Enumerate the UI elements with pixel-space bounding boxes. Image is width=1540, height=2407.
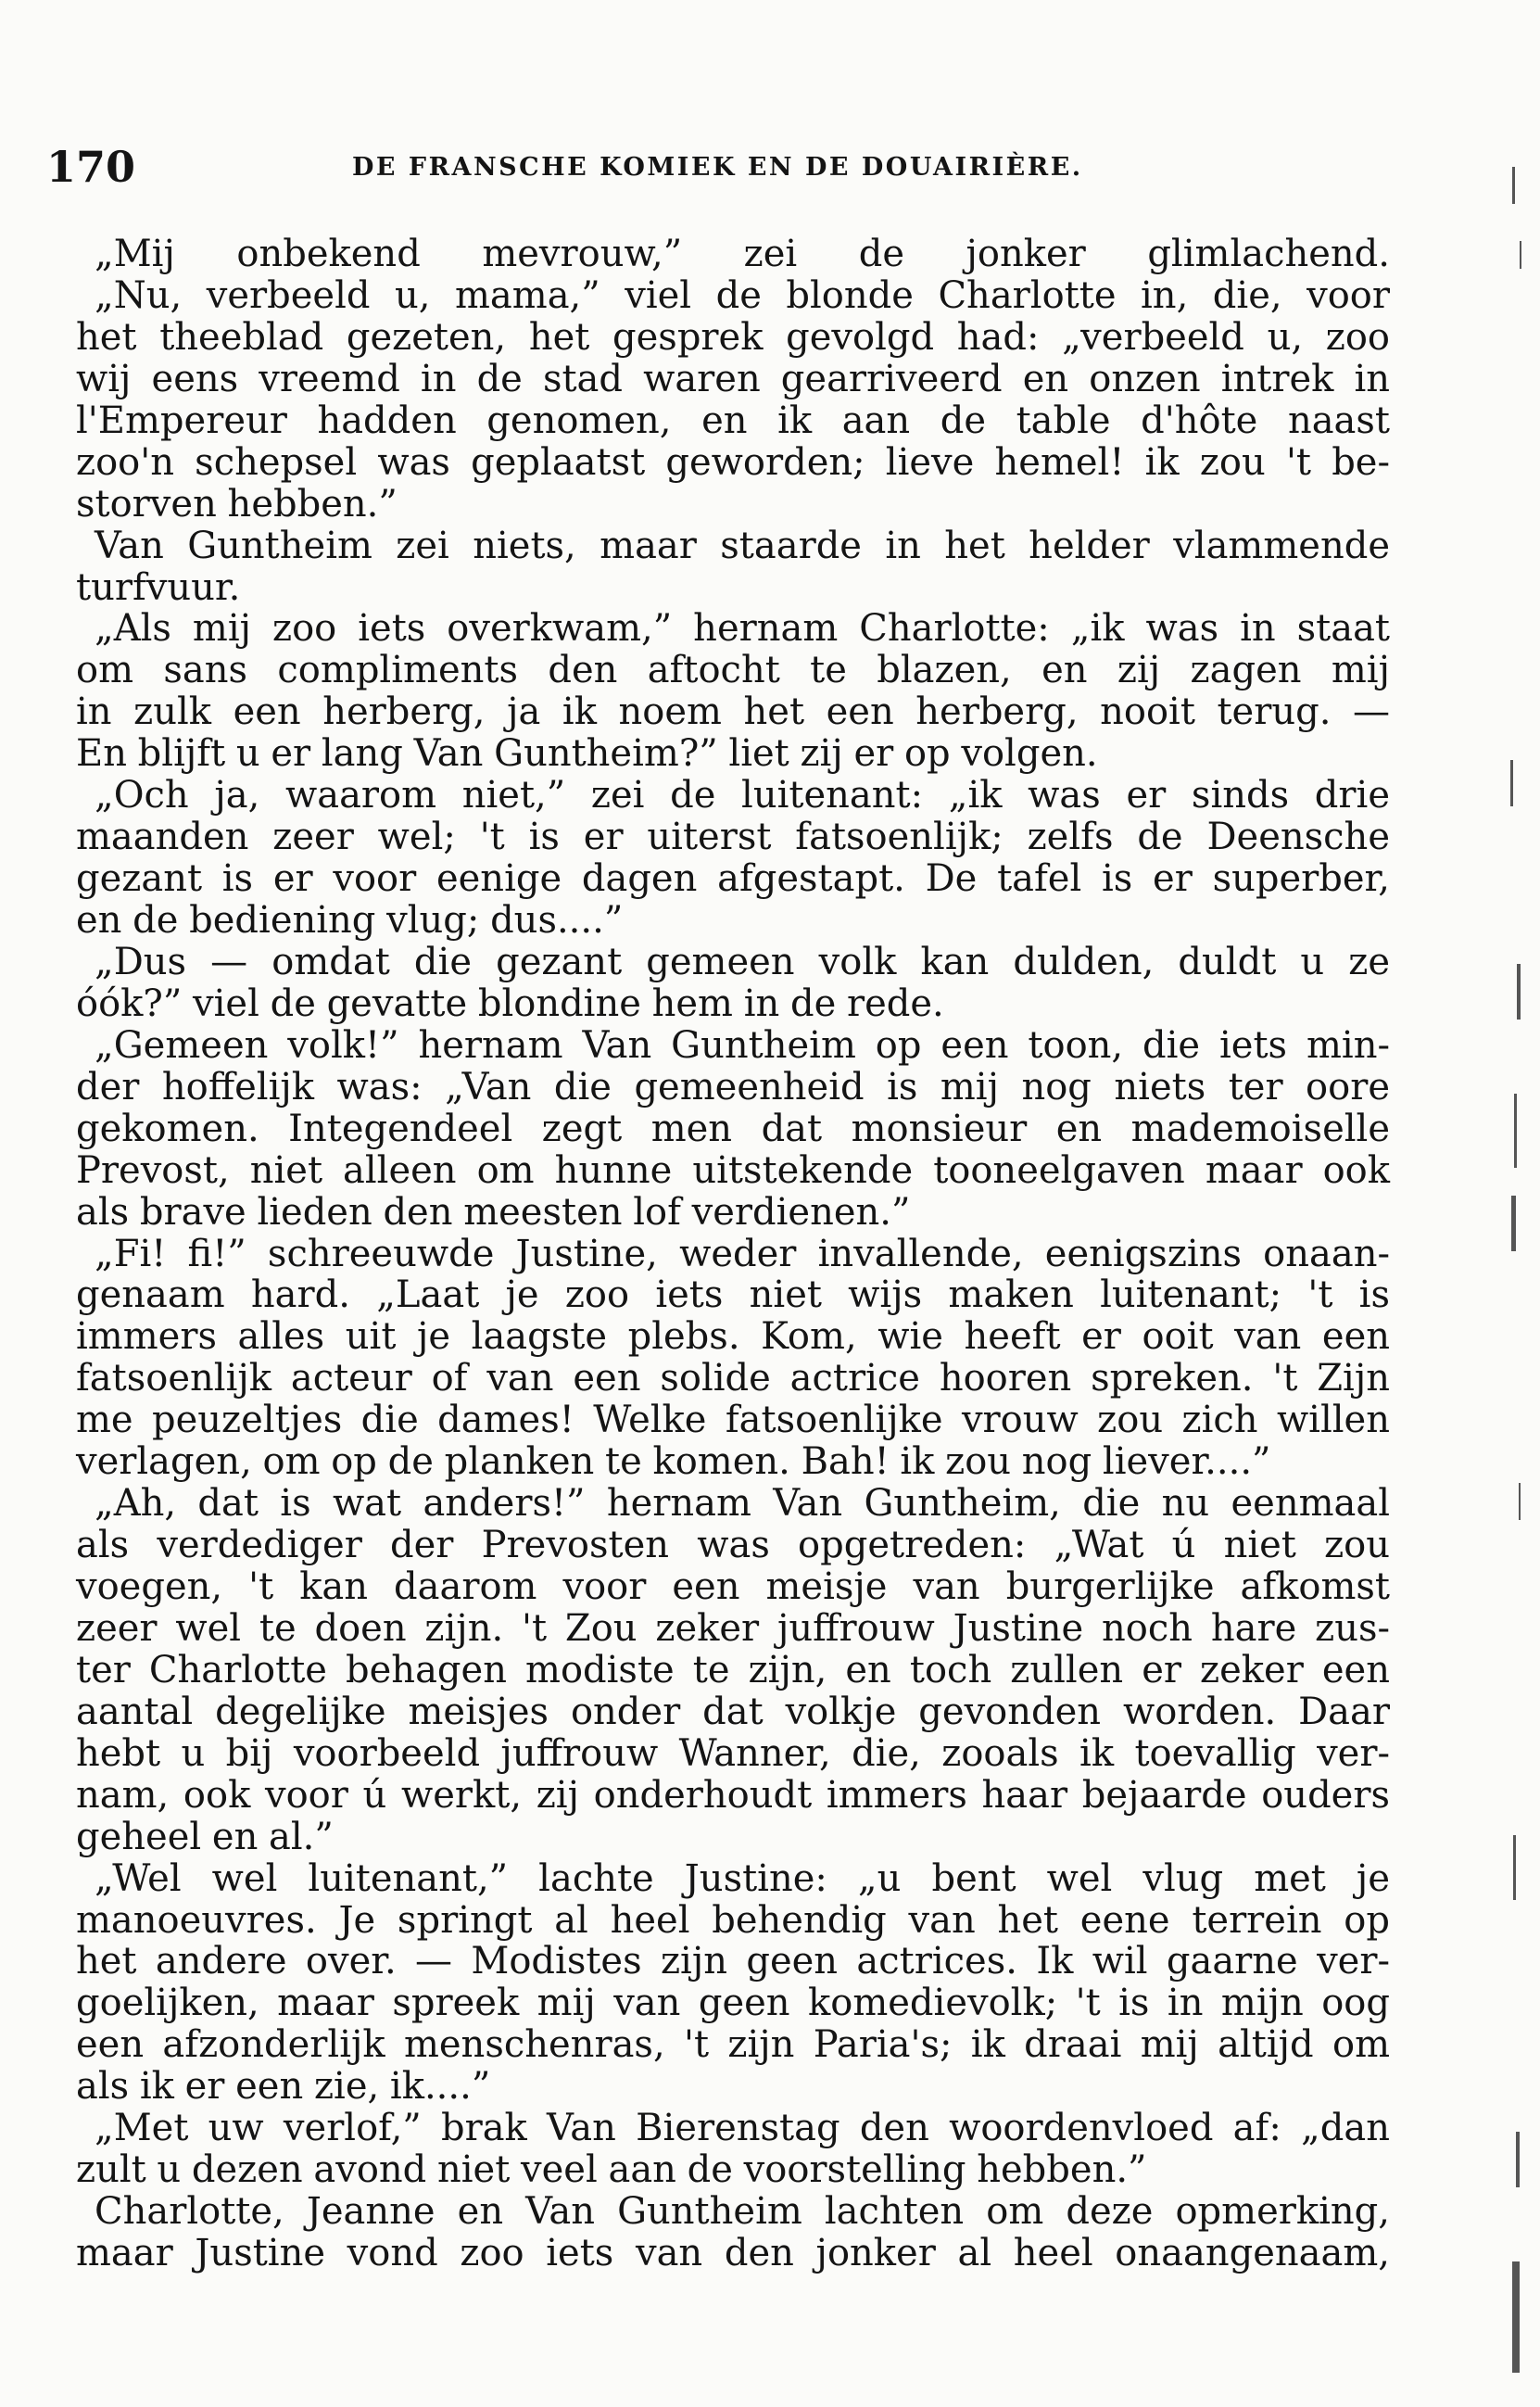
text-line: aantal degelijke meisjes onder dat volkje gevonden worden. Daar: [76, 1690, 1390, 1733]
text-line: „Met uw verlof,” brak Van Bierenstag den woordenvloed af: „dan: [95, 2107, 1390, 2150]
text-line: manoeuvres. Je springt al heel behendig van het eene terrein op: [76, 1898, 1390, 1942]
text-line: „Dus — omdat die gezant gemeen volk kan dulden, duldt u ze: [95, 940, 1390, 983]
text-line: „Als mij zoo iets overkwam,” hernam Charlotte: „ik was in staat: [95, 607, 1390, 651]
page-header: [46, 139, 1408, 195]
text-line: l'Empereur hadden genomen, en ik aan de table d'hôte naast: [76, 399, 1390, 442]
text-line: der hoffelijk was: „Van die gemeenheid is mij nog niets ter oore: [76, 1065, 1390, 1108]
text-line: hebt u bij voorbeeld juffrouw Wanner, die, zooals ik toevallig ver-: [76, 1731, 1390, 1775]
text-line: het theeblad gezeten, het gesprek gevolgd had: „verbeeld u, zoo: [76, 315, 1390, 359]
text-line: en de bediening vlug; dus....”: [76, 899, 624, 942]
text-line: „Och ja, waarom niet,” zei de luitenant: „ik was er sinds drie: [95, 774, 1390, 817]
text-line: „Wel wel luitenant,” lachte Justine: „u bent wel vlug met je: [95, 1856, 1390, 1900]
text-line: immers alles uit je laagste plebs. Kom, wie heeft er ooit van een: [76, 1315, 1390, 1359]
text-line: genaam hard. „Laat je zoo iets niet wijs maken luitenant; 't is: [76, 1273, 1390, 1317]
text-line: verlagen, om op de planken te komen. Bah! ik zou nog liever....”: [76, 1440, 1271, 1484]
text-line: „Fi! fi!” schreeuwde Justine, weder invallende, eenigszins onaan-: [95, 1232, 1390, 1275]
text-line: als ik er een zie, ik....”: [76, 2065, 491, 2109]
page-number: 170: [46, 142, 136, 192]
text-line: het andere over. — Modistes zijn geen actrices. Ik wil gaarne ver-: [76, 1940, 1390, 1983]
text-line: zeer wel te doen zijn. 't Zou zeker juffrouw Justine noch hare zus-: [76, 1606, 1390, 1650]
text-line: als brave lieden den meesten lof verdienen.”: [76, 1190, 911, 1234]
body-text: [76, 234, 1390, 2274]
scan-margin-noise: [1494, 0, 1540, 2407]
text-line: „Mij onbekend mevrouw,” zei de jonker glimlachend.: [95, 233, 1390, 275]
text-line: zult u dezen avond niet veel aan de voorstelling hebben.”: [76, 2148, 1147, 2192]
text-line: Prevost, niet alleen om hunne uitstekende tooneelgaven maar ook: [76, 1148, 1390, 1192]
text-line: „Nu, verbeeld u, mama,” viel de blonde Charlotte in, die, voor: [95, 273, 1390, 317]
text-line: geheel en al.”: [76, 1815, 334, 1858]
text-line: óók?” viel de gevatte blondine hem in de rede.: [76, 982, 944, 1025]
text-line: om sans compliments den aftocht te blazen, en zij zagen mij: [76, 649, 1390, 692]
text-line: wij eens vreemd in de stad waren gearriveerd en onzen intrek in: [76, 357, 1390, 400]
text-line: gekomen. Integendeel zegt men dat monsieur en mademoiselle: [76, 1107, 1390, 1150]
text-line: turfvuur.: [76, 565, 241, 609]
text-line: maanden zeer wel; 't is er uiterst fatsoenlijk; zelfs de Deensche: [76, 816, 1390, 859]
text-line: fatsoenlijk acteur of van een solide actrice hooren spreken. 't Zijn: [76, 1357, 1390, 1400]
text-line: in zulk een herberg, ja ik noem het een herberg, nooit terug. —: [76, 690, 1390, 734]
text-line: Charlotte, Jeanne en Van Guntheim lachten om deze opmerking,: [95, 2190, 1390, 2234]
text-line: een afzonderlijk menschenras, 't zijn Paria's; ik draai mij altijd om: [76, 2023, 1390, 2067]
text-line: zoo'n schepsel was geplaatst geworden; lieve hemel! ik zou 't be-: [76, 440, 1390, 484]
running-title: DE FRANSCHE KOMIEK EN DE DOUAIRIÈRE.: [352, 153, 1083, 182]
text-line: En blijft u er lang Van Guntheim?” liet zij er op volgen.: [76, 732, 1098, 776]
text-line: Van Guntheim zei niets, maar staarde in het helder vlammende: [95, 524, 1390, 567]
text-line: gezant is er voor eenige dagen afgestapt. De tafel is er superber,: [76, 857, 1390, 901]
text-line: nam, ook voor ú werkt, zij onderhoudt immers haar bejaarde ouders: [76, 1773, 1390, 1817]
text-line: storven hebben.”: [76, 482, 398, 526]
text-line: ter Charlotte behagen modiste te zijn, en toch zullen er zeker een: [76, 1648, 1390, 1691]
text-line: goelijken, maar spreek mij van geen komedievolk; 't is in mijn oog: [76, 1982, 1390, 2025]
text-line: voegen, 't kan daarom voor een meisje van burgerlijke afkomst: [76, 1565, 1390, 1608]
text-line: maar Justine vond zoo iets van den jonker al heel onaangenaam,: [76, 2232, 1390, 2274]
text-line: als verdediger der Prevosten was opgetreden: „Wat ú niet zou: [76, 1524, 1390, 1567]
text-line: „Gemeen volk!” hernam Van Guntheim op een toon, die iets min-: [95, 1023, 1390, 1067]
text-line: „Ah, dat is wat anders!” hernam Van Guntheim, die nu eenmaal: [95, 1482, 1390, 1526]
text-line: me peuzeltjes die dames! Welke fatsoenlijke vrouw zou zich willen: [76, 1399, 1390, 1442]
